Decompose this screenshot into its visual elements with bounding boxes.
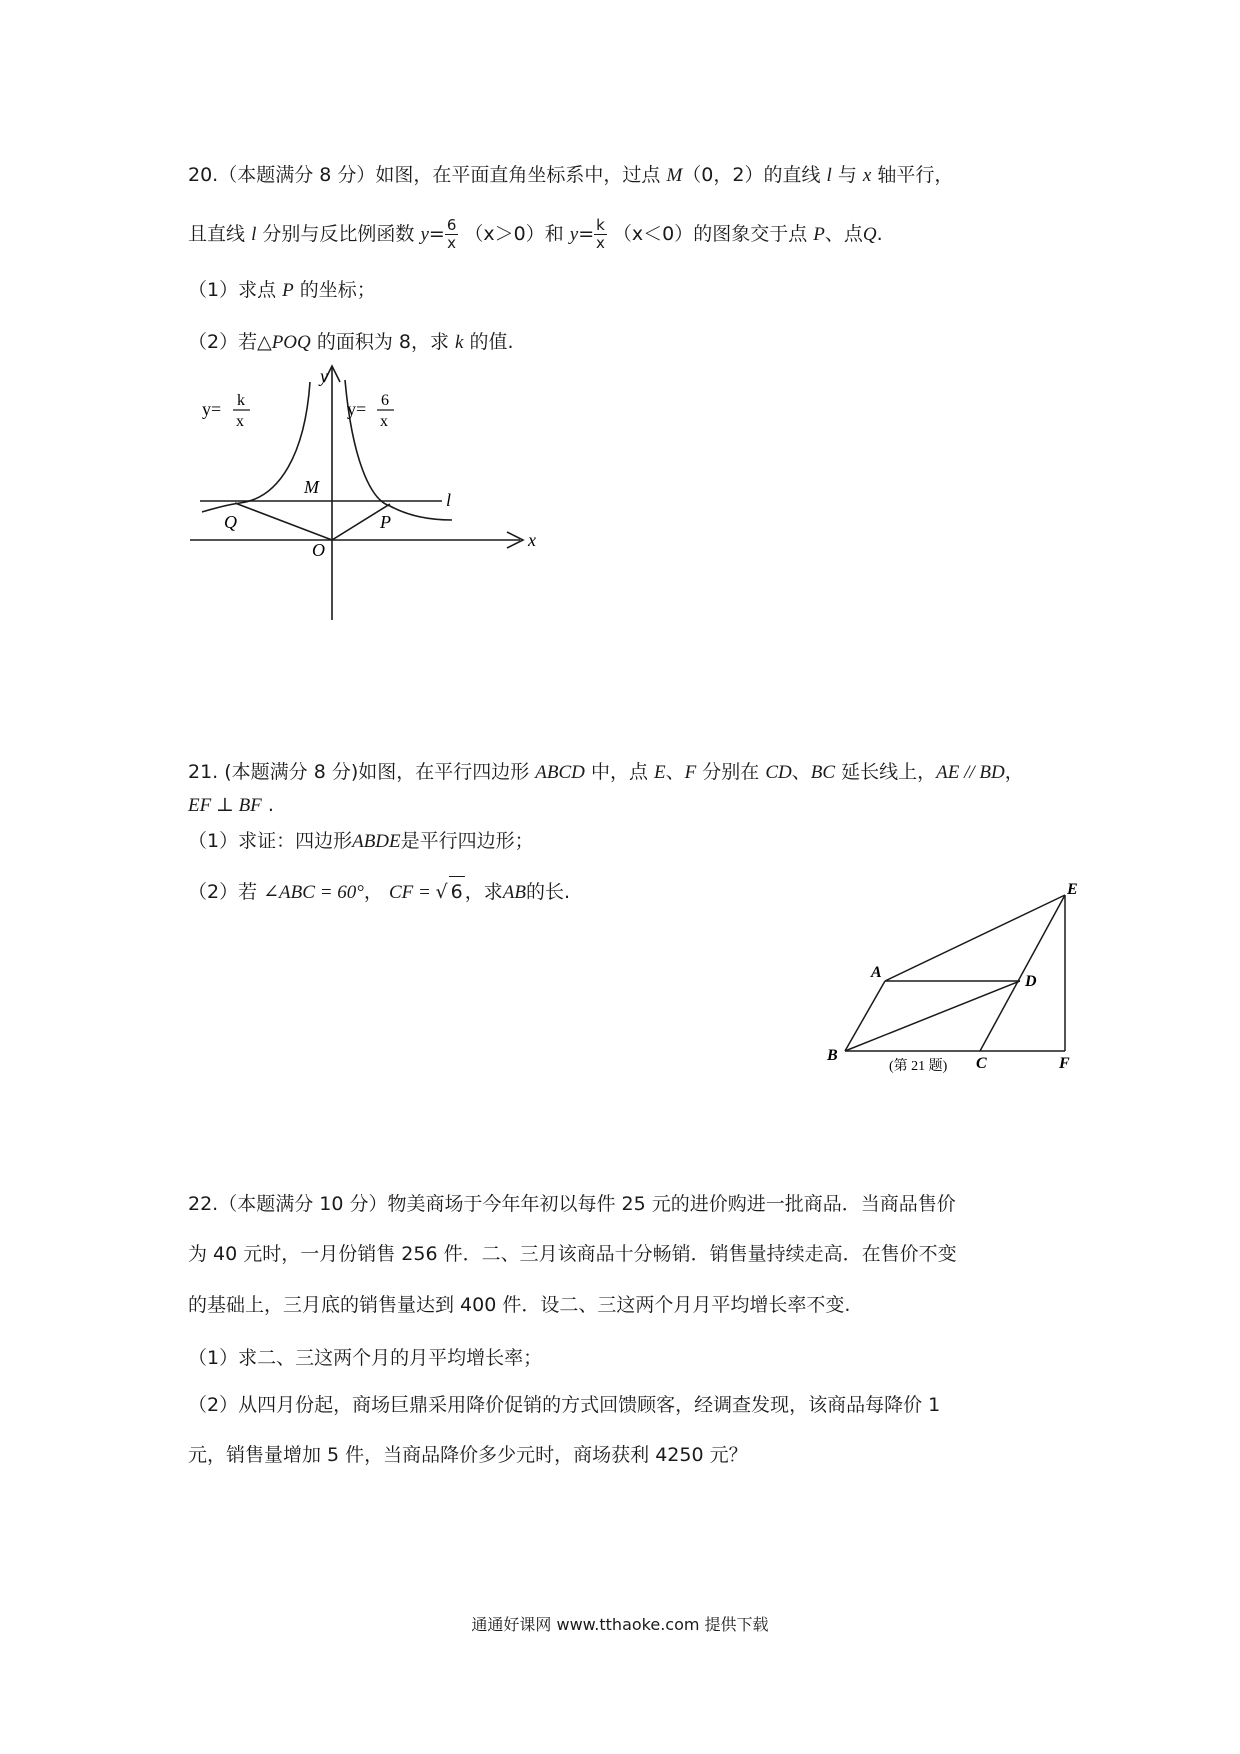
q21-text: ，求 <box>464 881 503 903</box>
q20-point-m: M <box>666 165 683 186</box>
label-p: P <box>380 512 391 532</box>
q21-text: 延长线上， <box>841 761 937 783</box>
label-y-axis: y <box>320 366 328 386</box>
q20-p: P <box>813 224 825 245</box>
triangle-poq <box>235 503 390 540</box>
q20-p: P <box>282 280 294 301</box>
q20-text: 轴平行， <box>877 164 954 186</box>
segment-bd <box>845 981 1020 1051</box>
q21-line2 <box>188 790 274 821</box>
q21-text: 分别在 <box>702 761 760 783</box>
label-a: A <box>871 964 882 981</box>
label-b: B <box>827 1047 838 1064</box>
q21-angle: ∠ABC = 60° <box>263 882 364 903</box>
q21-text: 、 <box>791 761 811 783</box>
q20-text: 的值. <box>469 331 514 353</box>
q20-text: 、点 <box>824 223 863 245</box>
q21-text: 21. (本题满分 8 分)如图，在平行四边形 <box>188 761 530 783</box>
segment-ce <box>980 895 1065 1051</box>
sqrt-icon: √ <box>435 881 448 903</box>
q20-part2 <box>188 327 514 358</box>
page-footer: 通通好课网 www.tthaoke.com 提供下载 <box>471 1615 769 1634</box>
q21-line1 <box>188 757 1024 788</box>
q21-text: . <box>267 794 274 816</box>
q22-part2-line1: （2）从四月份起，商场巨鼎采用降价促销的方式回馈顾客，经调查发现，该商品每降价 1 <box>188 1394 941 1416</box>
label-left-y: y= <box>202 399 222 419</box>
q20-x: x <box>862 165 872 186</box>
label-l: l <box>446 490 452 510</box>
q20-line2 <box>188 218 883 251</box>
q21-sqrt-value: 6 <box>449 876 465 907</box>
label-m: M <box>304 477 319 497</box>
q21-text: （2）若 <box>188 881 258 903</box>
label-right-y: y= <box>347 399 367 419</box>
frac-num: 6 <box>446 216 457 234</box>
q22-line2: 为 40 元时，一月份销售 256 件．二、三月该商品十分畅销．销售量持续走高．在售价不变 <box>188 1243 957 1265</box>
q20-text: （2）若△ <box>188 331 272 353</box>
q21-ef-bf: EF ⊥ BF <box>188 795 262 816</box>
q20-eq: = <box>578 223 595 245</box>
q20-text: 分别与反比例函数 <box>262 223 415 245</box>
label-f: F <box>1059 1055 1070 1072</box>
label-left-den: x <box>236 413 244 430</box>
segment-ae <box>885 895 1065 981</box>
q22-part1: （1）求二、三这两个月的月平均增长率； <box>188 1347 543 1369</box>
q20-k: k <box>455 332 464 353</box>
q21-cd: CD <box>765 762 792 783</box>
q20-text: （0，2）的直线 <box>682 164 821 186</box>
label-left-num: k <box>237 392 245 409</box>
frac-den: x <box>596 234 605 252</box>
q21-text: 、 <box>665 761 685 783</box>
q21-abde: ABDE <box>352 831 401 852</box>
q22-line3: 的基础上，三月底的销售量达到 400 件．设二、三这两个月月平均增长率不变. <box>188 1294 851 1316</box>
fraction-k-over-x <box>594 218 607 251</box>
q21-text: ， <box>1004 761 1024 783</box>
q20-text: （x＞0）和 <box>464 223 564 245</box>
q20-eq: = <box>428 223 445 245</box>
q20-q: Q <box>862 224 877 245</box>
q21-f: F <box>684 762 697 783</box>
q21-part1 <box>188 826 534 857</box>
q20-line1 <box>188 160 953 191</box>
label-d: D <box>1025 973 1037 990</box>
q20-text: 与 <box>837 164 857 186</box>
q21-text: 的长. <box>525 881 571 903</box>
q20-text: 的面积为 8，求 <box>316 331 449 353</box>
q21-figure <box>815 880 1095 1080</box>
q20-figure <box>180 358 540 628</box>
label-x-axis: x <box>528 530 536 550</box>
q22-line1: 22.（本题满分 10 分）物美商场于今年年初以每件 25 元的进价购进一批商品．当商品售价 <box>188 1193 956 1215</box>
frac-den: x <box>447 234 457 252</box>
figure-caption: (第 21 题) <box>889 1059 948 1074</box>
q20-text: . <box>876 223 883 245</box>
q21-ab: AB <box>502 882 526 903</box>
q21-cf: CF = <box>388 882 436 903</box>
label-right-num: 6 <box>381 392 389 409</box>
q21-abcd: ABCD <box>535 762 585 783</box>
q20-y: y <box>420 224 429 245</box>
label-right-den: x <box>380 413 388 430</box>
q21-part2 <box>188 876 570 908</box>
q21-text: 是平行四边形； <box>400 830 534 852</box>
segment-ba <box>845 981 885 1051</box>
q20-y: y <box>569 224 579 245</box>
q20-text: （x＜0）的图象交于点 <box>612 223 808 245</box>
q21-ae-bd: AE // BD <box>936 762 1005 783</box>
q20-line-l: l <box>251 224 257 245</box>
q22-part2-line2: 元，销售量增加 5 件，当商品降价多少元时，商场获利 4250 元？ <box>188 1444 748 1466</box>
label-e: E <box>1067 881 1078 898</box>
label-o: O <box>312 540 325 560</box>
q20-text: （1）求点 <box>188 279 277 301</box>
label-c: C <box>976 1055 987 1072</box>
q20-poq: POQ <box>271 332 311 353</box>
frac-num: k <box>596 216 605 234</box>
q21-e: E <box>654 762 666 783</box>
q20-line-l: l <box>826 165 832 186</box>
q20-text: 20.（本题满分 8 分）如图，在平面直角坐标系中，过点 <box>188 164 661 186</box>
q20-text: 且直线 <box>188 223 246 245</box>
q20-part1 <box>188 275 376 306</box>
q21-text: 中，点 <box>590 761 648 783</box>
fraction-6-over-x <box>445 218 459 251</box>
q21-text: （1）求证：四边形 <box>188 830 353 852</box>
q20-text: 的坐标； <box>299 279 376 301</box>
q21-text: ， <box>363 881 383 903</box>
label-q: Q <box>224 512 237 532</box>
q21-bc: BC <box>810 762 836 783</box>
